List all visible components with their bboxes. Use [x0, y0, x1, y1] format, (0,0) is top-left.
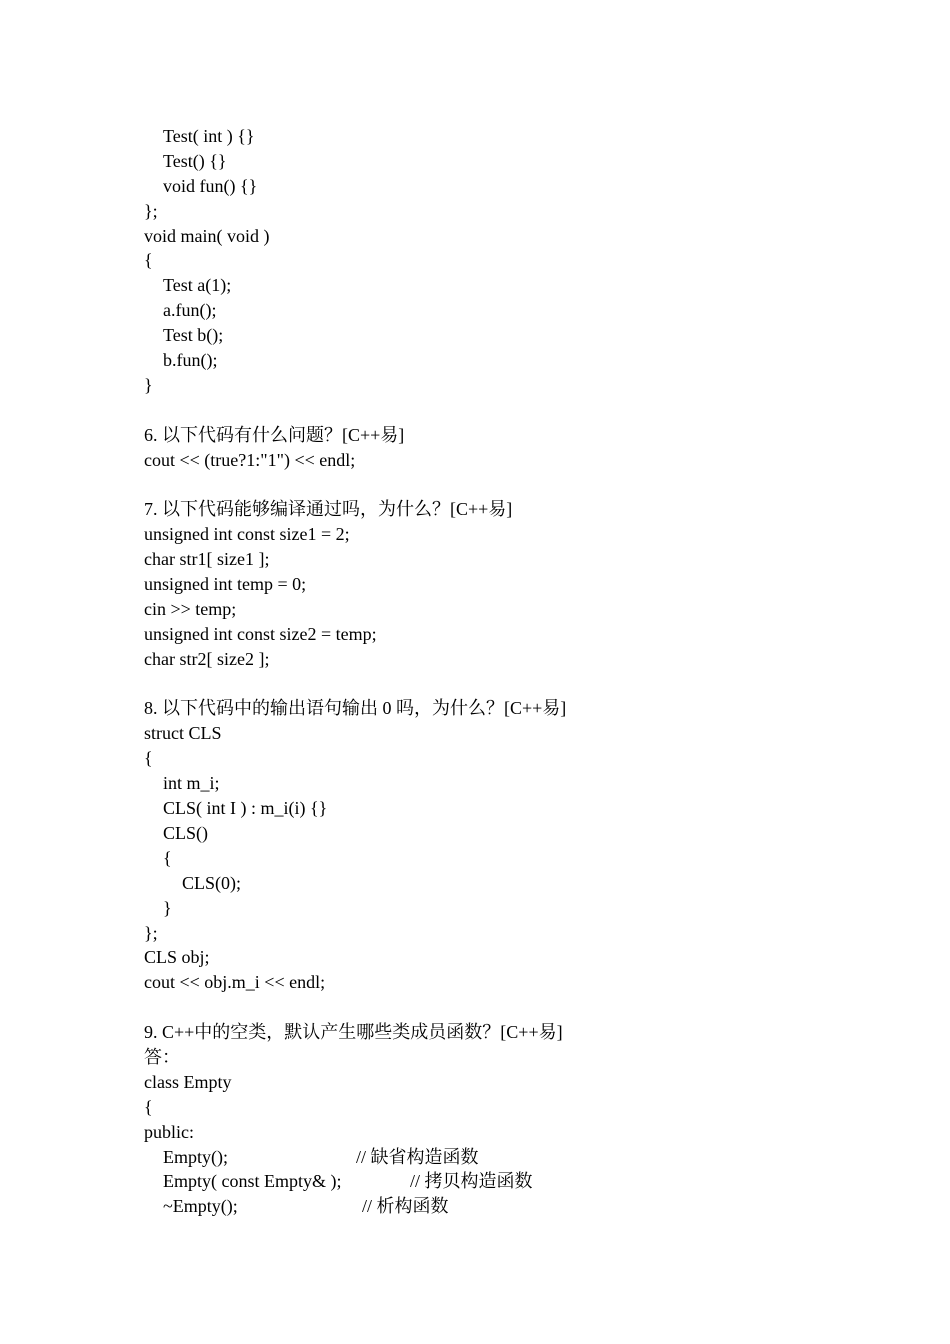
text-line [0, 796, 950, 821]
text-line [0, 273, 950, 298]
line-text: void main( void ) [144, 225, 270, 246]
text-line [0, 871, 950, 896]
text-line [0, 746, 950, 771]
line-text: struct CLS [144, 723, 222, 744]
line-text: Test() {} [163, 150, 227, 171]
text-line [0, 945, 950, 970]
blank-line [0, 398, 950, 423]
line-text: int m_i; [163, 773, 220, 794]
line-text: } [163, 897, 172, 918]
line-text: { [163, 847, 172, 868]
text-line [0, 572, 950, 597]
text-line [0, 1070, 950, 1095]
line-text: 答： [144, 1046, 180, 1067]
blank-line [0, 995, 950, 1020]
text-line [0, 149, 950, 174]
text-line [0, 124, 950, 149]
line-text: }; [144, 922, 158, 943]
text-line [0, 622, 950, 647]
text-line [0, 1020, 950, 1045]
line-text: char str1[ size1 ]; [144, 549, 270, 570]
line-text: void fun() {} [163, 175, 258, 196]
line-text: 8. 以下代码中的输出语句输出 0 吗，为什么？[C++易] [144, 698, 567, 719]
line-text: Empty(); [163, 1146, 228, 1167]
text-line [0, 248, 950, 273]
line-text: CLS(0); [182, 872, 242, 893]
line-text: CLS obj; [144, 947, 210, 968]
text-line [0, 448, 950, 473]
text-line [0, 970, 950, 995]
text-line [0, 224, 950, 249]
text-line [0, 1194, 950, 1219]
text-line [0, 696, 950, 721]
line-text: CLS( int I ) : m_i(i) {} [163, 798, 328, 819]
text-line [0, 1145, 950, 1170]
line-comment: // 拷贝构造函数 [410, 1171, 533, 1192]
text-line [0, 497, 950, 522]
line-text: } [144, 374, 153, 395]
text-line [0, 373, 950, 398]
line-text: cout << obj.m_i << endl; [144, 972, 326, 993]
text-line [0, 522, 950, 547]
text-line [0, 771, 950, 796]
text-line [0, 721, 950, 746]
text-line [0, 896, 950, 921]
line-text: Test( int ) {} [163, 126, 255, 146]
text-line [0, 1095, 950, 1120]
text-line [0, 846, 950, 871]
text-line [0, 547, 950, 572]
line-text: char str2[ size2 ]; [144, 648, 270, 669]
text-line [0, 1045, 950, 1070]
line-text: { [144, 250, 153, 271]
line-text: CLS() [163, 822, 208, 843]
line-comment: // 缺省构造函数 [356, 1146, 479, 1167]
text-line [0, 1120, 950, 1145]
line-text: 7. 以下代码能够编译通过吗，为什么？[C++易] [144, 499, 513, 520]
line-text: { [144, 1096, 153, 1117]
line-text: Test a(1); [163, 275, 232, 296]
line-text: public: [144, 1121, 194, 1142]
line-text: 6. 以下代码有什么问题？[C++易] [144, 424, 405, 445]
line-text: Empty( const Empty& ); [163, 1171, 342, 1192]
text-line [0, 647, 950, 672]
line-text: { [144, 748, 153, 769]
line-text: unsigned int const size2 = temp; [144, 623, 377, 644]
text-line [0, 348, 950, 373]
text-line [0, 423, 950, 448]
line-text: b.fun(); [163, 350, 218, 371]
text-line [0, 597, 950, 622]
document-body [0, 124, 950, 1219]
line-text: Test b(); [163, 325, 224, 346]
text-line [0, 199, 950, 224]
line-text: class Empty [144, 1071, 232, 1092]
line-comment: // 析构函数 [362, 1196, 449, 1217]
line-text: unsigned int temp = 0; [144, 574, 307, 595]
line-text: }; [144, 200, 158, 221]
line-text: unsigned int const size1 = 2; [144, 524, 350, 545]
text-line [0, 174, 950, 199]
text-line [0, 298, 950, 323]
blank-line [0, 472, 950, 497]
text-line [0, 821, 950, 846]
line-text: ~Empty(); [163, 1196, 238, 1217]
line-text: cin >> temp; [144, 598, 237, 619]
text-line [0, 1169, 950, 1194]
text-line [0, 921, 950, 946]
line-text: cout << (true?1:"1") << endl; [144, 449, 356, 470]
line-text: a.fun(); [163, 300, 217, 321]
line-text: 9. C++中的空类，默认产生哪些类成员函数？[C++易] [144, 1022, 563, 1043]
text-line [0, 323, 950, 348]
blank-line [0, 672, 950, 697]
